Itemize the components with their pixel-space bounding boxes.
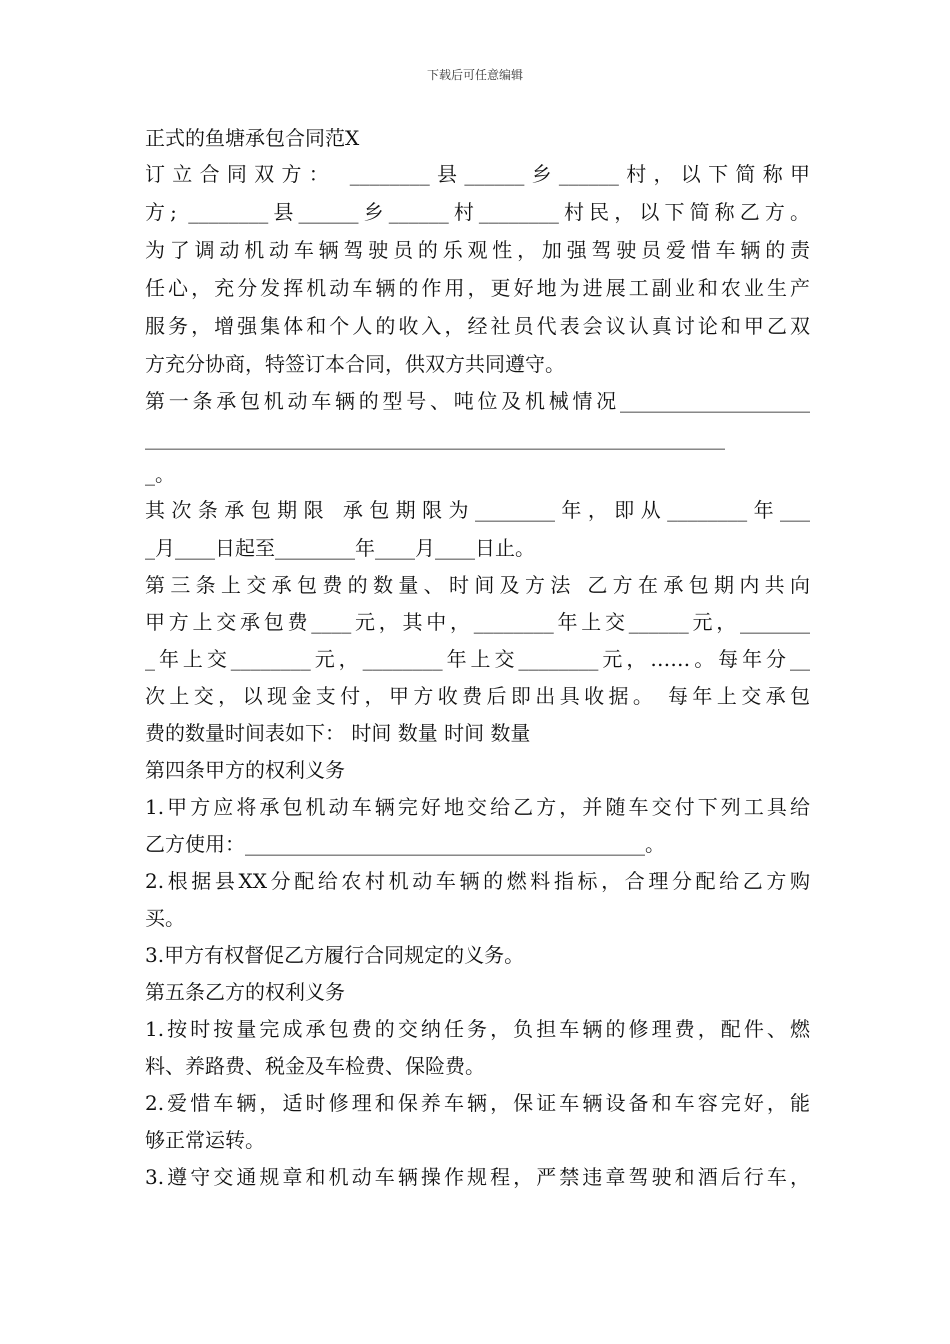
paragraph-line: 买。 xyxy=(145,906,185,930)
paragraph-line: 2.根据县XX分配给农村机动车辆的燃料指标，合理分配给乙方购 xyxy=(145,869,810,893)
paragraph-line: 订立合同双方： ________县______乡______村，以下简称甲 xyxy=(145,162,810,186)
paragraph-line: _年上交________元，________年上交________元，……。每年分__ xyxy=(145,647,810,671)
paragraph-line: _。 xyxy=(145,462,175,486)
paragraph-line: 料、养路费、税金及车检费、保险费。 xyxy=(145,1054,485,1078)
paragraph-line: __________________________________________________________ xyxy=(145,426,725,450)
paragraph-line: _月____日起至________年____月____日止。 xyxy=(145,536,535,560)
paragraph-line: 1.按时按量完成承包费的交纳任务，负担车辆的修理费，配件、燃 xyxy=(145,1017,810,1041)
document-title: 正式的鱼塘承包合同范X xyxy=(145,126,360,150)
paragraph-line: 第一条承包机动车辆的型号、吨位及机械情况___________________ xyxy=(145,389,810,413)
paragraph-line: 甲方上交承包费____元，其中，________年上交______元，_______ xyxy=(145,610,810,634)
paragraph-line: 3.甲方有权督促乙方履行合同规定的义务。 xyxy=(145,943,525,967)
paragraph-line: 1.甲方应将承包机动车辆完好地交给乙方，并随车交付下列工具给 xyxy=(145,795,810,819)
paragraph-line: 乙方使用：________________________________________。 xyxy=(145,832,665,856)
paragraph-line: 3.遵守交通规章和机动车辆操作规程，严禁违章驾驶和酒后行车， xyxy=(145,1165,810,1189)
paragraph-line: 任心，充分发挥机动车辆的作用，更好地为进展工副业和农业生产 xyxy=(145,276,810,300)
section-heading: 第四条甲方的权利义务 xyxy=(145,758,345,782)
paragraph-line: 其次条承包期限 承包期限为________年，即从________年___ xyxy=(145,498,810,522)
paragraph-line: 服务，增强集体和个人的收入，经社员代表会议认真讨论和甲乙双 xyxy=(145,314,810,338)
paragraph-line: 够正常运转。 xyxy=(145,1128,265,1152)
paragraph-line: 费的数量时间表如下： 时间 数量 时间 数量 xyxy=(145,721,531,745)
paragraph-line: 次上交，以现金支付，甲方收费后即出具收据。 每年上交承包 xyxy=(145,684,810,708)
page-header-note: 下载后可任意编辑 xyxy=(426,68,523,82)
paragraph-line: 为了调动机动车辆驾驶员的乐观性，加强驾驶员爱惜车辆的责 xyxy=(145,238,810,262)
paragraph-line: 方; ________县______乡______村________村民，以下简称乙方。 xyxy=(145,200,810,224)
paragraph-line: 2.爱惜车辆，适时修理和保养车辆，保证车辆设备和车容完好，能 xyxy=(145,1091,810,1115)
paragraph-line: 方充分协商，特签订本合同，供双方共同遵守。 xyxy=(145,352,565,376)
paragraph-line: 第三条上交承包费的数量、时间及方法 乙方在承包期内共向 xyxy=(145,573,810,597)
section-heading: 第五条乙方的权利义务 xyxy=(145,980,345,1004)
